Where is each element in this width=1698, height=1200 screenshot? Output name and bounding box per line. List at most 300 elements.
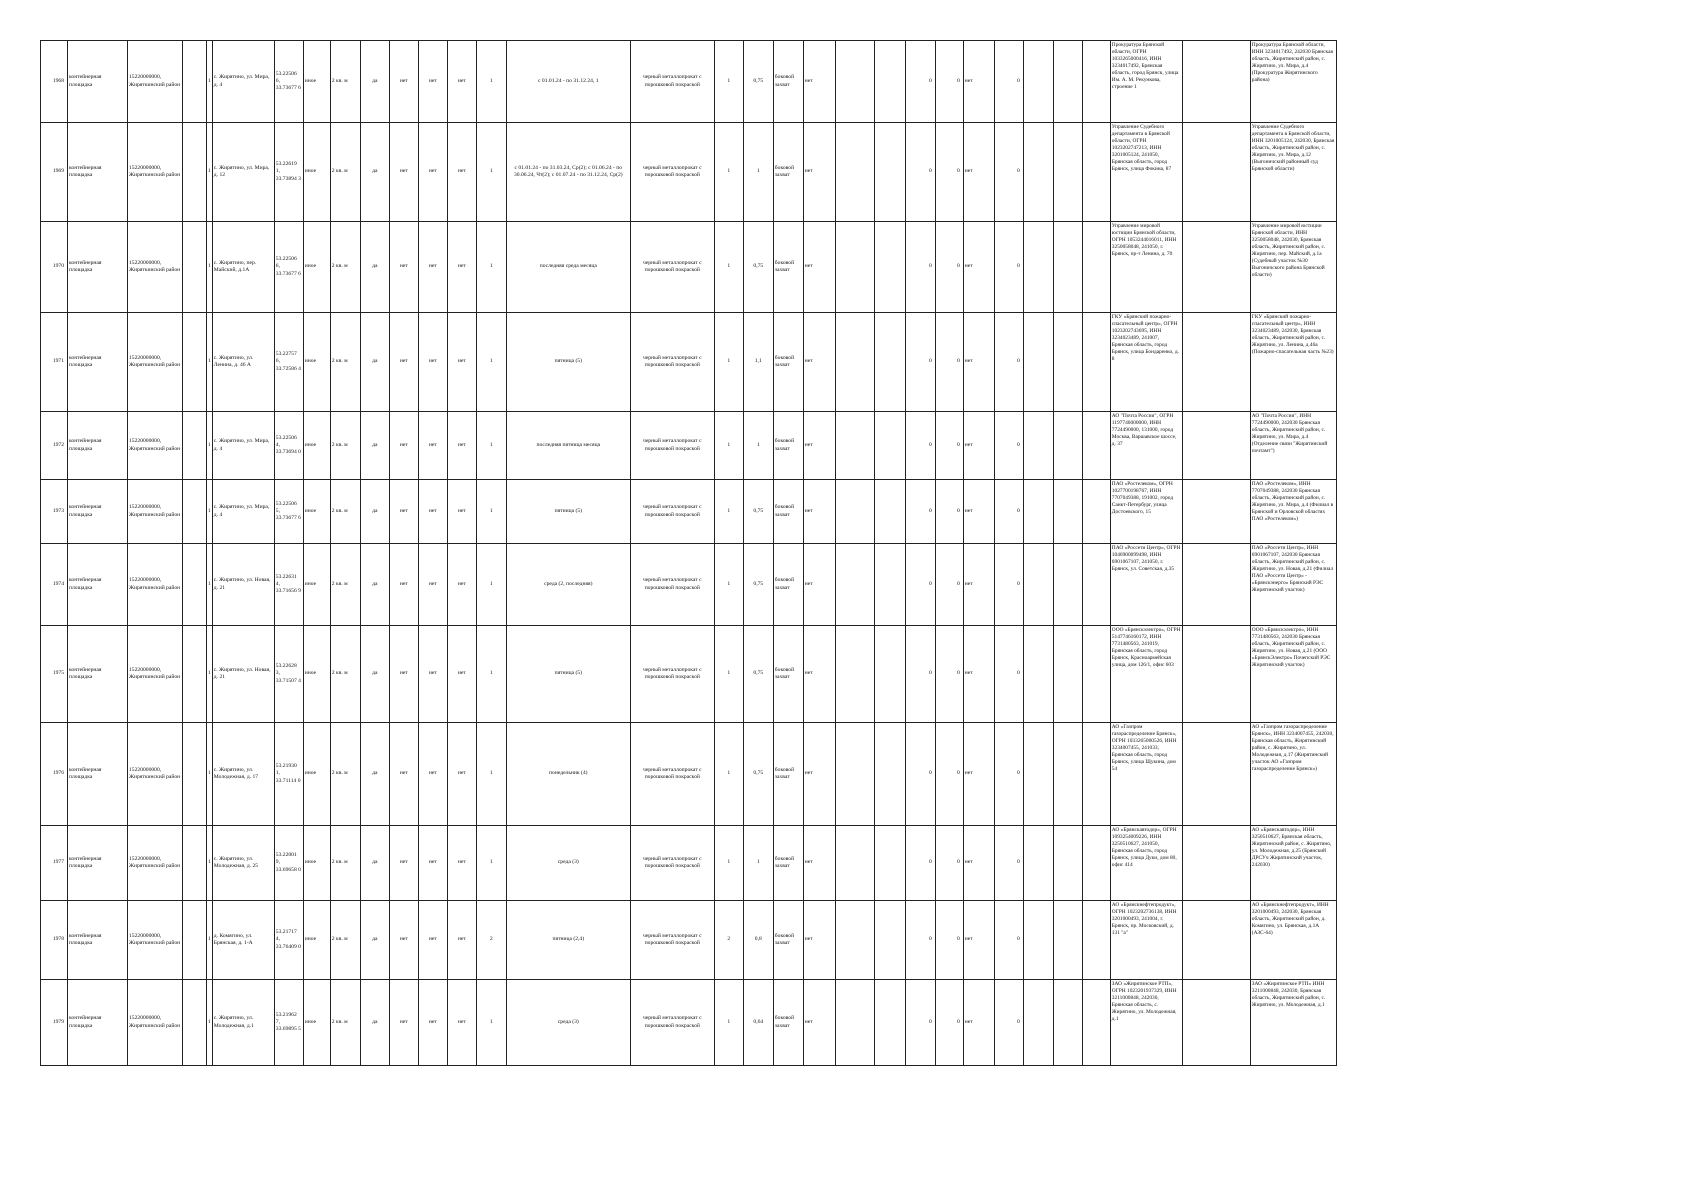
cell-n1: нет	[389, 123, 418, 222]
cell-load: боковой захват	[773, 41, 803, 123]
cell-oktmo: 15220000000, Жиряткинский район	[128, 222, 183, 313]
cell-vol: 0,75	[743, 544, 773, 626]
cell-mat: черный металлопрокат с порошковой покраской	[630, 222, 714, 313]
cell-sched: последняя среда месяца	[506, 222, 630, 313]
cell-type: контейнерная площадка	[68, 313, 128, 412]
cell-a	[183, 412, 207, 480]
cell-a	[183, 41, 207, 123]
cell-z3: 0	[994, 544, 1023, 626]
cell-empty	[1082, 980, 1110, 1066]
cell-cnt: 1	[476, 123, 506, 222]
cell-qty: 1	[714, 723, 743, 826]
cell-area: 2 кв. м	[330, 901, 360, 980]
cell-area: 2 кв. м	[330, 480, 360, 544]
cell-a	[183, 901, 207, 980]
cell-vol: 0,75	[743, 626, 773, 723]
cell-empty	[1023, 412, 1053, 480]
cell-type: контейнерная площадка	[68, 544, 128, 626]
cell-sched: среда (2, последняя)	[506, 544, 630, 626]
cell-mat: черный металлопрокат с порошковой покраской	[630, 480, 714, 544]
cell-vol: 0,75	[743, 41, 773, 123]
cell-y1: да	[360, 723, 389, 826]
cell-net2: нет	[963, 222, 994, 313]
cell-net: нет	[803, 980, 835, 1066]
cell-num: 1976	[41, 723, 68, 826]
cell-n2: нет	[418, 544, 447, 626]
cell-z3: 0	[994, 41, 1023, 123]
cell-empty	[1082, 222, 1110, 313]
cell-load: боковой захват	[773, 544, 803, 626]
cell-qty: 1	[714, 41, 743, 123]
cell-load: боковой захват	[773, 123, 803, 222]
cell-z3: 0	[994, 313, 1023, 412]
cell-y1: да	[360, 544, 389, 626]
cell-y1: да	[360, 901, 389, 980]
cell-src: Управление мировой юстиции Брянской области, ИНН 3250058048, 242030, Брянская область, Жирятинский район, с. Жирятино, пер. Майский, д.1а (Судебный участок №30 Выгоничского района Брянской области)	[1250, 222, 1336, 313]
cell-empty	[874, 222, 905, 313]
cell-n1: нет	[389, 826, 418, 901]
cell-a	[183, 723, 207, 826]
cell-num: 1978	[41, 901, 68, 980]
cell-empty	[1023, 313, 1053, 412]
cell-z1: 0	[905, 544, 935, 626]
cell-surf: иное	[303, 544, 330, 626]
table-row	[41, 826, 1337, 901]
cell-empty	[874, 826, 905, 901]
cell-n2: нет	[418, 626, 447, 723]
cell-addr: с. Жирятино, ул. Новая, д. 21	[212, 626, 274, 723]
cell-empty	[1023, 41, 1053, 123]
cell-net: нет	[803, 826, 835, 901]
cell-vol: 1	[743, 826, 773, 901]
cell-load: боковой захват	[773, 826, 803, 901]
cell-cnt: 1	[476, 980, 506, 1066]
cell-area: 2 кв. м	[330, 544, 360, 626]
cell-area: 2 кв. м	[330, 123, 360, 222]
cell-sched: с 01.01.24 - по 31.12.24, 1	[506, 41, 630, 123]
cell-owner: ООО «Брянскэлектро», ОГРН 5147746160172, ИНН 7731480563, 241019, Брянская область, город Брянск, Красноармейская улица, дом 126/1, офис 603	[1110, 626, 1182, 723]
cell-area: 2 кв. м	[330, 980, 360, 1066]
cell-empty	[1182, 41, 1250, 123]
cell-z3: 0	[994, 626, 1023, 723]
cell-net2: нет	[963, 626, 994, 723]
cell-z3: 0	[994, 222, 1023, 313]
cell-empty	[1082, 901, 1110, 980]
cell-empty	[1023, 222, 1053, 313]
cell-n3: нет	[447, 980, 476, 1066]
cell-empty	[874, 723, 905, 826]
cell-n1: нет	[389, 480, 418, 544]
cell-oktmo: 15220000000, Жиряткинский район	[128, 723, 183, 826]
cell-n2: нет	[418, 480, 447, 544]
cell-owner: Управление мировой юстиции Брянской области, ОГРН 1053244016011, ИНН 3250058048, 241050, г. Брянск, пр-т Ленина, д. 70	[1110, 222, 1182, 313]
cell-surf: иное	[303, 41, 330, 123]
cell-area: 2 кв. м	[330, 412, 360, 480]
cell-owner: Прокуратура Брянской области, ОГРН 1033265000416, ИНН 3234017492, Брянская область, город Брянск, улица Им. А. М. Рекункова, строение 1	[1110, 41, 1182, 123]
cell-owner: ПАО «Ростелеком», ОГРН 1027700198767, ИНН 7707049388, 191002, город Санкт-Петербург, улица Достоевского, 15	[1110, 480, 1182, 544]
cell-y1: да	[360, 826, 389, 901]
cell-src: АО «Газпром газораспределение Брянск», ИНН 3234007455, 242030, Брянская область, Жирятинский район, с. Жирятино, ул. Молодежная, д.17 (Жирятинский участок АО «Газпром газораспределение Брянск»)	[1250, 723, 1336, 826]
cell-empty	[1182, 626, 1250, 723]
cell-num: 1968	[41, 41, 68, 123]
cell-empty	[1082, 826, 1110, 901]
cell-net: нет	[803, 626, 835, 723]
cell-a	[183, 544, 207, 626]
cell-empty	[835, 41, 874, 123]
cell-z2: 0	[935, 222, 963, 313]
cell-empty	[1023, 544, 1053, 626]
cell-coords: 53.22506 5, 33.73677 6	[274, 480, 303, 544]
cell-src: ООО «Брянскэлектро», ИНН 7731480563, 242030 Брянская область, Жирятинский район, с. Жирятино, ул. Новая, д.21 (ООО «БрянскЭлектро» Почепский РЭС Жирятинский участок)	[1250, 626, 1336, 723]
cell-empty	[1053, 826, 1082, 901]
cell-src: ГКУ «Брянский пожарно-спасательный центр», ИНН 3234023489, 242030, Брянская область, Жирятинский район, с. Жирятино, ул. Ленина, д.46а (Пожарно-спасательная часть №23)	[1250, 313, 1336, 412]
cell-addr: д. Комягино, ул. Брянская, д. 1-А	[212, 901, 274, 980]
cell-oktmo: 15220000000, Жиряткинский район	[128, 41, 183, 123]
cell-a	[183, 313, 207, 412]
cell-addr: с. Жирятино, пер. Майский, д.1А	[212, 222, 274, 313]
cell-n3: нет	[447, 313, 476, 412]
cell-surf: иное	[303, 980, 330, 1066]
cell-mat: черный металлопрокат с порошковой покраской	[630, 123, 714, 222]
cell-sched: пятница (2,4)	[506, 901, 630, 980]
cell-c: 1	[207, 480, 213, 544]
cell-empty	[1082, 123, 1110, 222]
cell-sched: пятница (5)	[506, 313, 630, 412]
cell-mat: черный металлопрокат с порошковой покраской	[630, 980, 714, 1066]
cell-addr: с. Жирятино, ул. Мира, д. 4	[212, 412, 274, 480]
cell-n2: нет	[418, 313, 447, 412]
cell-c: 1	[207, 980, 213, 1066]
cell-addr: с. Жирятино, ул. Мира, д. 4	[212, 480, 274, 544]
table-row	[41, 901, 1337, 980]
cell-y1: да	[360, 123, 389, 222]
cell-n1: нет	[389, 313, 418, 412]
table-row	[41, 480, 1337, 544]
cell-area: 2 кв. м	[330, 313, 360, 412]
cell-a	[183, 980, 207, 1066]
cell-net: нет	[803, 480, 835, 544]
cell-z2: 0	[935, 901, 963, 980]
cell-z1: 0	[905, 626, 935, 723]
cell-empty	[1023, 901, 1053, 980]
cell-y1: да	[360, 222, 389, 313]
cell-surf: иное	[303, 901, 330, 980]
cell-empty	[874, 412, 905, 480]
cell-z1: 0	[905, 41, 935, 123]
cell-y1: да	[360, 980, 389, 1066]
cell-num: 1970	[41, 222, 68, 313]
cell-empty	[1182, 222, 1250, 313]
cell-load: боковой захват	[773, 723, 803, 826]
cell-addr: с. Жирятино, ул. Молодежная, д.1	[212, 980, 274, 1066]
cell-vol: 0,75	[743, 723, 773, 826]
cell-empty	[874, 901, 905, 980]
cell-net2: нет	[963, 980, 994, 1066]
cell-z1: 0	[905, 222, 935, 313]
cell-type: контейнерная площадка	[68, 412, 128, 480]
cell-y1: да	[360, 313, 389, 412]
cell-num: 1979	[41, 980, 68, 1066]
cell-surf: иное	[303, 412, 330, 480]
cell-n3: нет	[447, 544, 476, 626]
cell-vol: 0,64	[743, 980, 773, 1066]
cell-net2: нет	[963, 41, 994, 123]
cell-c: 1	[207, 41, 213, 123]
cell-qty: 1	[714, 826, 743, 901]
cell-src: Прокуратура Брянской области, ИНН 3234017492, 242030 Брянская область, Жирятинский район, с. Жирятино, ул. Мира, д.4 (Прокуратура Жирятинского района)	[1250, 41, 1336, 123]
cell-addr: с. Жирятино, ул. Мира, д. 4	[212, 41, 274, 123]
table-row	[41, 544, 1337, 626]
table-row	[41, 980, 1337, 1066]
cell-oktmo: 15220000000, Жиряткинский район	[128, 412, 183, 480]
cell-num: 1972	[41, 412, 68, 480]
cell-empty	[835, 313, 874, 412]
cell-z2: 0	[935, 313, 963, 412]
cell-sched: среда (3)	[506, 980, 630, 1066]
cell-z2: 0	[935, 723, 963, 826]
cell-oktmo: 15220000000, Жиряткинский район	[128, 626, 183, 723]
cell-z3: 0	[994, 826, 1023, 901]
cell-owner: АО «Брянскавтодор», ОГРН 1093254009226, ИНН 3250510627, 241050, Брянская область, город Брянск, улица Дуки, дом 80, офис 414	[1110, 826, 1182, 901]
cell-coords: 53.22506 4, 33.73694 0	[274, 412, 303, 480]
cell-a	[183, 480, 207, 544]
cell-cnt: 1	[476, 412, 506, 480]
cell-z3: 0	[994, 480, 1023, 544]
cell-type: контейнерная площадка	[68, 901, 128, 980]
cell-z2: 0	[935, 41, 963, 123]
cell-empty	[1082, 544, 1110, 626]
cell-z1: 0	[905, 123, 935, 222]
cell-owner: ЗАО «Жирятинское РТП», ОГРН 1023201937329, ИНН 3211000848, 242030, Брянская область, с. Жирятино, ул. Молодежная, д.1	[1110, 980, 1182, 1066]
cell-empty	[1182, 123, 1250, 222]
cell-owner: АО «Газпром газораспределение Брянск», ОГРН 1033265000526, ИНН 3234007455, 241033, Брянская область, город Брянск, улица Щукина, дом 54	[1110, 723, 1182, 826]
cell-coords: 53.21717 4, 33.76409 0	[274, 901, 303, 980]
cell-n3: нет	[447, 626, 476, 723]
cell-oktmo: 15220000000, Жиряткинский район	[128, 544, 183, 626]
cell-a	[183, 826, 207, 901]
cell-net2: нет	[963, 901, 994, 980]
cell-z2: 0	[935, 412, 963, 480]
cell-empty	[874, 313, 905, 412]
cell-empty	[1053, 901, 1082, 980]
cell-type: контейнерная площадка	[68, 826, 128, 901]
cell-qty: 1	[714, 412, 743, 480]
cell-num: 1974	[41, 544, 68, 626]
cell-n2: нет	[418, 723, 447, 826]
table-row	[41, 626, 1337, 723]
cell-coords: 53.22619 1, 33.73894 3	[274, 123, 303, 222]
cell-sched: среда (3)	[506, 826, 630, 901]
cell-z3: 0	[994, 723, 1023, 826]
table-row	[41, 41, 1337, 123]
cell-cnt: 1	[476, 313, 506, 412]
cell-net: нет	[803, 723, 835, 826]
cell-z2: 0	[935, 123, 963, 222]
cell-empty	[835, 980, 874, 1066]
cell-empty	[1053, 41, 1082, 123]
cell-oktmo: 15220000000, Жиряткинский район	[128, 826, 183, 901]
cell-area: 2 кв. м	[330, 626, 360, 723]
cell-vol: 1,1	[743, 313, 773, 412]
cell-mat: черный металлопрокат с порошковой покраской	[630, 412, 714, 480]
cell-surf: иное	[303, 313, 330, 412]
cell-qty: 1	[714, 626, 743, 723]
cell-empty	[1082, 723, 1110, 826]
cell-type: контейнерная площадка	[68, 480, 128, 544]
cell-empty	[874, 626, 905, 723]
cell-y1: да	[360, 626, 389, 723]
cell-oktmo: 15220000000, Жиряткинский район	[128, 901, 183, 980]
cell-n2: нет	[418, 826, 447, 901]
cell-n3: нет	[447, 826, 476, 901]
cell-empty	[1082, 480, 1110, 544]
cell-cnt: 1	[476, 723, 506, 826]
cell-oktmo: 15220000000, Жиряткинский район	[128, 313, 183, 412]
cell-src: Управление Судебного департамента в Брянской области, ИНН 3201005124, 242030, Брянская область, Жирятинский район, с. Жирятино, ул. Мира, д.12 (Выгоничский районный суд Брянской области)	[1250, 123, 1336, 222]
cell-src: ПАО «Ростелеком», ИНН 7707049388, 242030 Брянская область, Жирятинский район, с. Жирятино, ул. Мира, д.4 (Филиал в Брянской и Орловской областях ПАО «Ростелеком»)	[1250, 480, 1336, 544]
cell-sched: понедельник (4)	[506, 723, 630, 826]
cell-n3: нет	[447, 123, 476, 222]
cell-empty	[874, 980, 905, 1066]
cell-z2: 0	[935, 480, 963, 544]
cell-load: боковой захват	[773, 626, 803, 723]
cell-z1: 0	[905, 412, 935, 480]
cell-type: контейнерная площадка	[68, 41, 128, 123]
cell-net: нет	[803, 313, 835, 412]
cell-z1: 0	[905, 980, 935, 1066]
cell-net2: нет	[963, 412, 994, 480]
cell-coords: 53.22506 6, 33.73677 6	[274, 222, 303, 313]
cell-cnt: 1	[476, 826, 506, 901]
cell-mat: черный металлопрокат с порошковой покраской	[630, 901, 714, 980]
cell-z1: 0	[905, 901, 935, 980]
cell-a	[183, 222, 207, 313]
cell-n2: нет	[418, 980, 447, 1066]
cell-empty	[835, 480, 874, 544]
cell-z2: 0	[935, 980, 963, 1066]
cell-cnt: 1	[476, 626, 506, 723]
cell-load: боковой захват	[773, 901, 803, 980]
cell-src: ПАО «Россети Центр», ИНН 6901067107, 242030 Брянская область, Жирятинский район, с. Жирятино, ул. Новая, д.21 (Филиал ПАО «Россети Центр» - «Брянскэнерго» Брянский РЭС Жирятинский участок)	[1250, 544, 1336, 626]
cell-coords: 53.22631 4, 33.71656 9	[274, 544, 303, 626]
cell-n1: нет	[389, 41, 418, 123]
cell-c: 1	[207, 123, 213, 222]
cell-cnt: 1	[476, 222, 506, 313]
cell-empty	[1053, 480, 1082, 544]
cell-net2: нет	[963, 544, 994, 626]
cell-type: контейнерная площадка	[68, 723, 128, 826]
cell-n3: нет	[447, 41, 476, 123]
cell-c: 1	[207, 901, 213, 980]
cell-area: 2 кв. м	[330, 222, 360, 313]
cell-n1: нет	[389, 626, 418, 723]
cell-empty	[835, 222, 874, 313]
cell-z2: 0	[935, 826, 963, 901]
cell-qty: 2	[714, 901, 743, 980]
cell-surf: иное	[303, 222, 330, 313]
cell-z2: 0	[935, 626, 963, 723]
cell-n1: нет	[389, 980, 418, 1066]
cell-empty	[1053, 723, 1082, 826]
cell-num: 1977	[41, 826, 68, 901]
cell-num: 1975	[41, 626, 68, 723]
cell-empty	[1082, 313, 1110, 412]
cell-c: 1	[207, 313, 213, 412]
cell-mat: черный металлопрокат с порошковой покраской	[630, 544, 714, 626]
cell-a	[183, 626, 207, 723]
cell-surf: иное	[303, 626, 330, 723]
cell-z1: 0	[905, 313, 935, 412]
cell-oktmo: 15220000000, Жиряткинский район	[128, 480, 183, 544]
cell-addr: с. Жирятино, ул. Новая, д. 21	[212, 544, 274, 626]
cell-n3: нет	[447, 723, 476, 826]
cell-n1: нет	[389, 412, 418, 480]
cell-empty	[1082, 626, 1110, 723]
cell-z2: 0	[935, 544, 963, 626]
table-row	[41, 723, 1337, 826]
cell-empty	[1182, 723, 1250, 826]
cell-n3: нет	[447, 480, 476, 544]
cell-addr: с. Жирятино, ул. Мира, д. 12	[212, 123, 274, 222]
cell-empty	[1053, 626, 1082, 723]
cell-empty	[1182, 412, 1250, 480]
cell-n1: нет	[389, 222, 418, 313]
cell-qty: 1	[714, 480, 743, 544]
cell-load: боковой захват	[773, 412, 803, 480]
cell-mat: черный металлопрокат с порошковой покраской	[630, 723, 714, 826]
cell-owner: ГКУ «Брянский пожарно-спасательный центр», ОГРН 1023202743695, ИНН 3234023489, 241007, Брянская область, город Брянск, улица Бондаренко, д. 8	[1110, 313, 1182, 412]
cell-c: 1	[207, 222, 213, 313]
cell-y1: да	[360, 412, 389, 480]
cell-net: нет	[803, 412, 835, 480]
cell-oktmo: 15220000000, Жиряткинский район	[128, 980, 183, 1066]
cell-z1: 0	[905, 723, 935, 826]
cell-empty	[1023, 826, 1053, 901]
cell-c: 1	[207, 544, 213, 626]
cell-coords: 53.22757 6, 33.72586 4	[274, 313, 303, 412]
cell-num: 1969	[41, 123, 68, 222]
cell-load: боковой захват	[773, 313, 803, 412]
cell-area: 2 кв. м	[330, 41, 360, 123]
cell-a	[183, 123, 207, 222]
cell-empty	[874, 480, 905, 544]
cell-empty	[1082, 41, 1110, 123]
cell-mat: черный металлопрокат с порошковой покраской	[630, 626, 714, 723]
cell-z1: 0	[905, 826, 935, 901]
cell-cnt: 1	[476, 41, 506, 123]
cell-oktmo: 15220000000, Жиряткинский район	[128, 123, 183, 222]
cell-n2: нет	[418, 123, 447, 222]
table-row	[41, 412, 1337, 480]
cell-empty	[1053, 222, 1082, 313]
cell-owner: АО «Брянскнефтепродукт», ОГРН 1023202736138, ИНН 3201000493, 241004, г. Брянск, пр. Московский, д. 131 "а"	[1110, 901, 1182, 980]
cell-coords: 53.21962 7, 33.69895 5	[274, 980, 303, 1066]
cell-empty	[874, 123, 905, 222]
cell-src: АО "Почта России", ИНН 7724490000, 242030 Брянская область, Жирятинский район, с. Жирятино, ул. Мира, д.4 (Отделение связи "Жирятинский почтамт")	[1250, 412, 1336, 480]
cell-n2: нет	[418, 41, 447, 123]
table-row	[41, 222, 1337, 313]
cell-net2: нет	[963, 480, 994, 544]
cell-type: контейнерная площадка	[68, 626, 128, 723]
cell-vol: 1	[743, 123, 773, 222]
cell-net2: нет	[963, 313, 994, 412]
cell-n2: нет	[418, 412, 447, 480]
cell-num: 1973	[41, 480, 68, 544]
cell-load: боковой захват	[773, 980, 803, 1066]
cell-n1: нет	[389, 544, 418, 626]
cell-empty	[1053, 544, 1082, 626]
cell-empty	[835, 626, 874, 723]
